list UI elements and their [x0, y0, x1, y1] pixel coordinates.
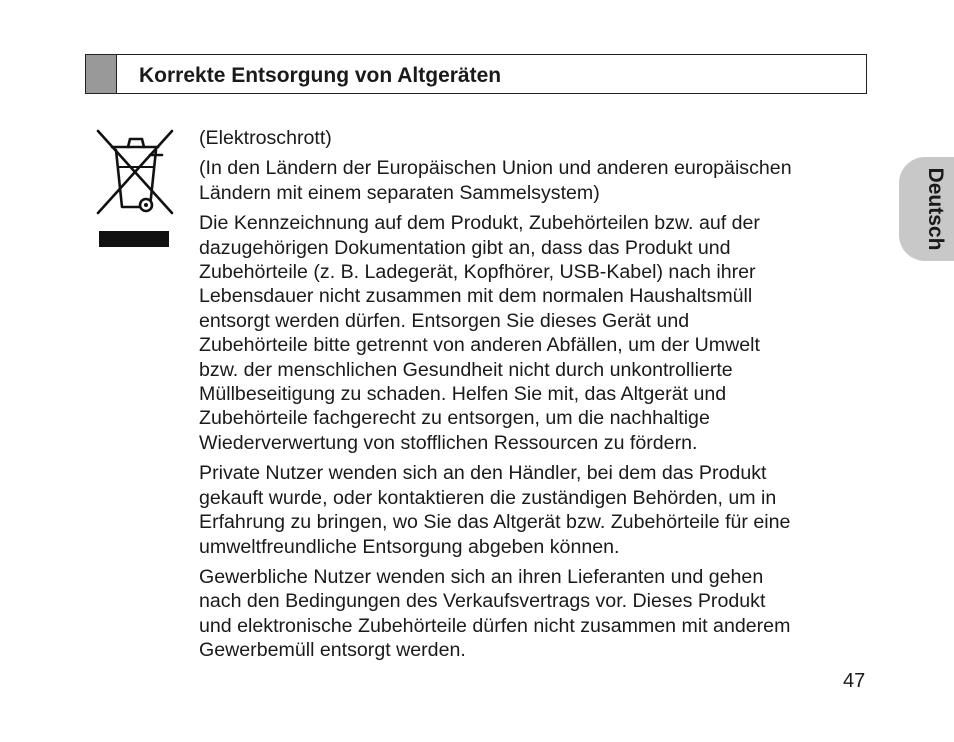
header-swatch [86, 55, 117, 93]
section-header [85, 54, 867, 94]
section-title: Korrekte Entsorgung von Altgeräten [139, 64, 502, 87]
crossed-out-wheelie-bin-icon [95, 125, 175, 219]
paragraph-private-users: Private Nutzer wenden sich an den Händler, bei dem das Produkt gekauft wurde, oder kontaktieren die zuständigen Behörden, um in Erfahrung zu bringen, wo Sie das Altgerät bzw. Zubehörteile für eine umweltfreundliche Entsorgung abgeben können. [199, 462, 791, 558]
body-text [199, 126, 879, 669]
paragraph-business-users: Gewerbliche Nutzer wenden sich an ihren Lieferanten und gehen nach den Bedingungen des Verkaufsvertrags vor. Dieses Produkt und elektronische Zubehörteile dürfen nicht zusammen mit anderem Gewerbemüll entsorgt werden. [199, 565, 791, 662]
language-tab [899, 157, 954, 261]
paragraph-marking: Die Kennzeichnung auf dem Produkt, Zubehörteilen bzw. auf der dazugehörigen Dokumentation gibt an, dass das Produkt und Zubehörteile (z. B. Ladegerät, Kopfhörer, USB-Kabel) nach ihrer Lebensdauer nicht zusammen mit dem normalen Haushaltsmüll entsorgt werden dürfen. Entsorgen Sie dieses Gerät und Zubehörteile bitte getrennt von anderen Abfällen, um der Umwelt bzw. der menschlichen Gesundheit nicht durch unkontrollierte Müllbeseitigung zu schaden. Helfen Sie mit, das Altgerät und Zubehörteile fachgerecht zu entsorgen, um die nachhaltige Wiederverwertung von stofflichen Ressourcen zu fördern. [199, 212, 760, 454]
weee-marking-bar [99, 231, 169, 247]
paragraph-eu-scope: (In den Ländern der Europäischen Union und anderen europäischen Ländern mit einem separaten Sammelsystem) [199, 157, 792, 204]
paragraph-elektroschrott: (Elektroschrott) [199, 127, 332, 149]
page-number: 47 [843, 670, 866, 692]
language-tab-label: Deutsch [924, 167, 947, 251]
